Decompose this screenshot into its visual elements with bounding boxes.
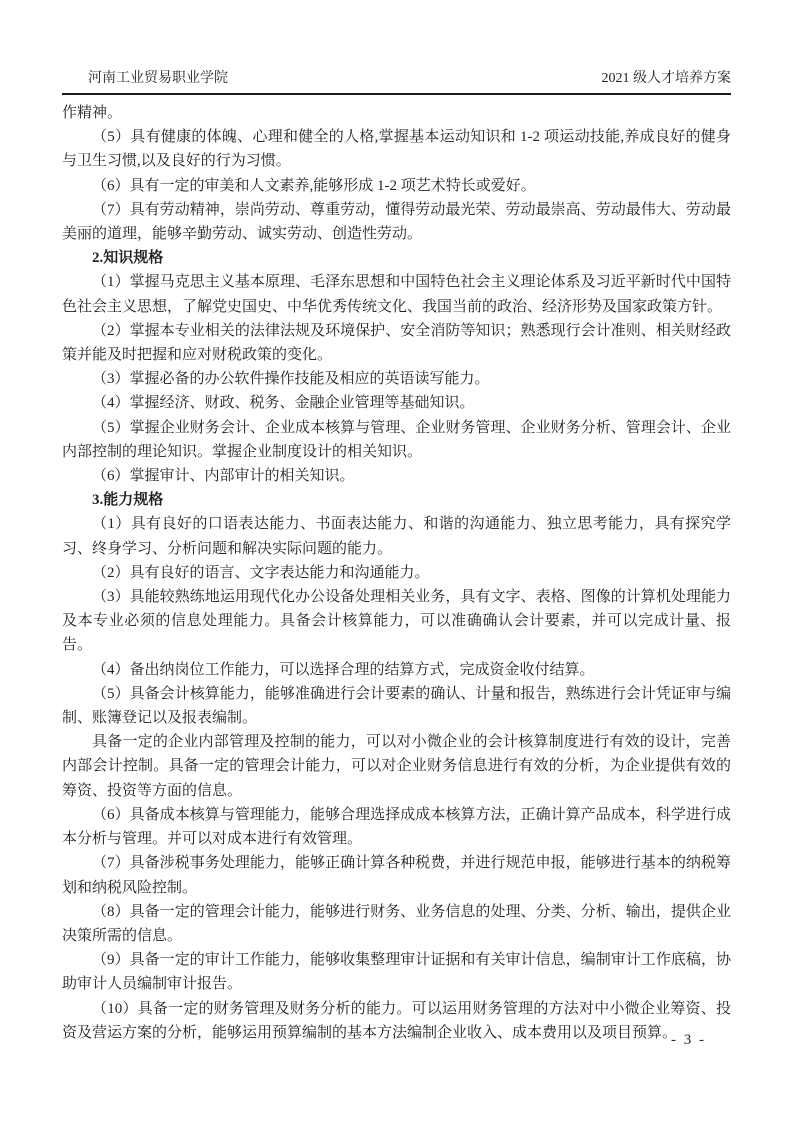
paragraph-ability-item-3: （3）具能较熟练地运用现代化办公设备处理相关业务，具有文字、表格、图像的计算机处理能力及本专业必须的信息处理能力。具备会计核算能力，可以准确确认会计要素，并可以完成计量、报告。 [62, 589, 731, 654]
section-heading-knowledge-spec: 2.知识规格 [92, 250, 164, 267]
paragraph-ability-item-2: （2）具有良好的语言、文字表达能力和沟通能力。 [92, 564, 430, 581]
page-header [62, 70, 731, 95]
section-heading-ability-spec: 3.能力规格 [92, 492, 164, 509]
header-school-name: 河南工业贸易职业学院 [88, 71, 228, 86]
paragraph-quality-item-5: （5）具有健康的体魄、心理和健全的人格,掌握基本运动知识和 1-2 项运动技能,养成良好的健身与卫生习惯,以及良好的行为习惯。 [62, 129, 731, 170]
paragraph-ability-item-10: （10）具备一定的财务管理及财务分析的能力。可以运用财务管理的方法对中小微企业筹资、投资及营运方案的分析，能够运用预算编制的基本方法编制企业收入、成本费用以及项目预算。 [62, 1000, 731, 1041]
paragraph-ability-unnumbered: 具备一定的企业内部管理及控制的能力，可以对小微企业的会计核算制度进行有效的设计，完善内部会计控制。具备一定的管理会计能力，可以对企业财务信息进行有效的分析，为企业提供有效的筹资、投资等方面的信息。 [62, 734, 731, 799]
paragraph-ability-item-4: （4）备出纳岗位工作能力，可以选择合理的结算方式，完成资金收付结算。 [92, 661, 595, 678]
paragraph-ability-item-8: （8）具备一定的管理会计能力，能够进行财务、业务信息的处理、分类、分析、输出，提供企业决策所需的信息。 [62, 903, 731, 944]
paragraph-ability-item-9: （9）具备一定的审计工作能力，能够收集整理审计证据和有关审计信息，编制审计工作底稿，协助审计人员编制审计报告。 [62, 952, 731, 993]
document-body [62, 101, 731, 1045]
paragraph-ability-item-5: （5）具备会计核算能力，能够准确进行会计要素的确认、计量和报告，熟练进行会计凭证审与编制、账簿登记以及报表编制。 [62, 685, 731, 727]
paragraph-knowledge-item-6: （6）掌握审计、内部审计的相关知识。 [92, 468, 355, 485]
paragraph-ability-item-1: （1）具有良好的口语表达能力、书面表达能力、和谐的沟通能力、独立思考能力，具有探究学习、终身学习、分析问题和解决实际问题的能力。 [62, 516, 731, 557]
header-doc-title: 2021 级人才培养方案 [601, 71, 731, 86]
paragraph-knowledge-item-5: （5）掌握企业财务会计、企业成本核算与管理、企业财务管理、企业财务分析、管理会计、企业内部控制的理论知识。掌握企业制度设计的相关知识。 [62, 419, 731, 460]
page-number: - 3 - [671, 1032, 706, 1048]
paragraph-continuation: 作精神。 [62, 105, 123, 121]
paragraph-quality-item-6: （6）具有一定的审美和人文素养,能够形成 1-2 项艺术特长或爱好。 [92, 177, 536, 194]
paragraph-ability-item-7: （7）具备涉税事务处理能力，能够正确计算各种税费，并进行规范申报，能够进行基本的纳税筹划和纳税风险控制。 [62, 855, 731, 896]
paragraph-knowledge-item-3: （3）掌握必备的办公软件操作技能及相应的英语读写能力。 [92, 371, 490, 388]
paragraph-ability-item-6: （6）具备成本核算与管理能力，能够合理选择成成本核算方法，正确计算产品成本，科学进行成本分析与管理。并可以对成本进行有效管理。 [62, 806, 731, 848]
paragraph-knowledge-item-2: （2）掌握本专业相关的法律法规及环境保护、安全消防等知识；熟悉现行会计准则、相关财经政策并能及时把握和应对财税政策的变化。 [62, 322, 731, 364]
paragraph-quality-item-7: （7）具有劳动精神，崇尚劳动、尊重劳动，懂得劳动最光荣、劳动最崇高、劳动最伟大、劳动最美丽的道理，能够辛勤劳动、诚实劳动、创造性劳动。 [62, 201, 731, 243]
paragraph-knowledge-item-4: （4）掌握经济、财政、税务、金融企业管理等基础知识。 [92, 395, 475, 412]
paragraph-knowledge-item-1: （1）掌握马克思主义基本原理、毛泽东思想和中国特色社会主义理论体系及习近平新时代中国特色社会主义思想，了解党史国史、中华优秀传统文化、我国当前的政治、经济形势及国家政策方针。 [62, 274, 731, 315]
